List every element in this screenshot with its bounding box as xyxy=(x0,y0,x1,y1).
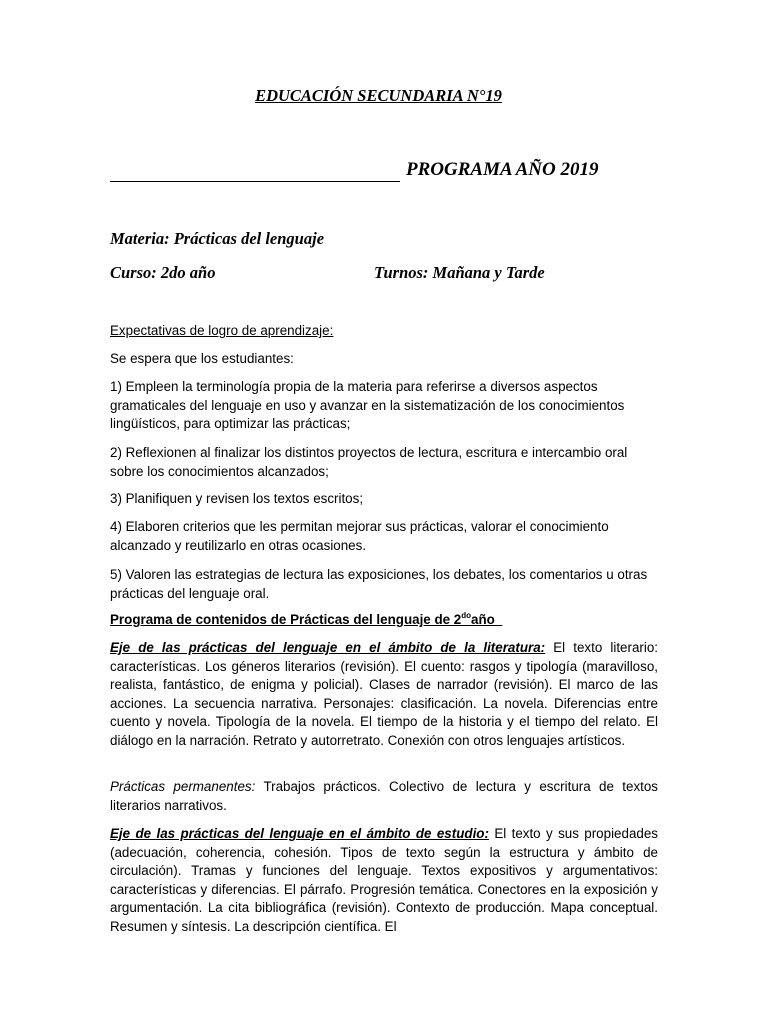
practicas-permanentes-label: Prácticas permanentes: xyxy=(110,779,256,794)
programa-heading xyxy=(110,611,658,630)
expectativas-heading: Expectativas de logro de aprendizaje: xyxy=(110,323,334,338)
expectation-item-2: 2) Reflexionen al finalizar los distintos proyectos de lectura, escritura e intercambio oral sobre los conocimientos alcanzados; xyxy=(110,445,628,479)
expectation-item-1: 1) Empleen la terminología propia de la materia para referirse a diversos aspectos gramaticales del lenguaje en uso y avanzar en la sistematización de los conocimientos lingüísticos, para optimizar las prácticas; xyxy=(110,379,625,432)
eje-estudio-heading: Eje de las prácticas del lenguaje en el ámbito de estudio: xyxy=(110,826,489,841)
turnos-line: Turnos: Mañana y Tarde xyxy=(374,263,545,282)
title-rule xyxy=(110,181,400,182)
expectation-item-3: 3) Planifiquen y revisen los textos escritos; xyxy=(110,491,364,506)
materia-line: Materia: Prácticas del lenguaje xyxy=(110,229,325,248)
expectation-item-4: 4) Elaboren criterios que les permitan mejorar sus prácticas, valorar el conocimiento alcanzado y reutilizarlo en otras ocasiones. xyxy=(110,519,609,553)
program-title: PROGRAMA AÑO 2019 xyxy=(406,159,599,180)
eje-literatura-heading: Eje de las prácticas del lenguaje en el ámbito de la literatura: xyxy=(110,640,546,655)
curso-line: Curso: 2do año xyxy=(110,263,216,282)
programa-heading-prefix: Programa de contenidos de Prácticas del lenguaje de 2 xyxy=(110,612,462,627)
eje-literatura-paragraph xyxy=(110,639,658,751)
programa-heading-suffix: año xyxy=(471,612,495,627)
eje-estudio-text: El texto y sus propiedades (adecuación, coherencia, cohesión. Tipos de texto según la estructura y ámbito de circulación). Tramas y funciones del lenguaje. Textos expositivos y argumentativos: características y diferencias. El párrafo. Progresión temática. Conectores en la exposición y argumentación. La cita bibliográfica (revisión). Contexto de producción. Mapa conceptual. Resumen y síntesis. La descripción científica. El xyxy=(110,826,658,934)
intro-text: Se espera que los estudiantes: xyxy=(110,351,294,366)
programa-heading-superscript: do xyxy=(461,611,472,620)
eje-literatura-text: El texto literario: características. Los géneros literarios (revisión). El cuento: rasgos y tipología (maravilloso, realista, fantástico, de enigma y policial). Clases de narrador (revisión). El marco de las acciones. La secuencia narrativa. Personajes: clasificación. La novela. Diferencias entre cuento y novela. Tipología de la novela. El tiempo de la historia y el tiempo del relato. El diálogo en la narración. Retrato y autorretrato. Conexión con otros lenguajes artísticos. xyxy=(110,640,658,748)
practicas-permanentes-text: Trabajos prácticos. Colectivo de lectura y escritura de textos literarios narrativos. xyxy=(110,779,658,813)
program-title-row xyxy=(110,159,658,185)
school-title: EDUCACIÓN SECUNDARIA N°19 xyxy=(255,86,502,105)
practicas-permanentes-paragraph xyxy=(110,778,658,815)
eje-estudio-paragraph xyxy=(110,825,658,937)
expectation-item-5: 5) Valoren las estrategias de lectura las exposiciones, los debates, los comentarios u otras prácticas del lenguaje oral. xyxy=(110,567,648,601)
